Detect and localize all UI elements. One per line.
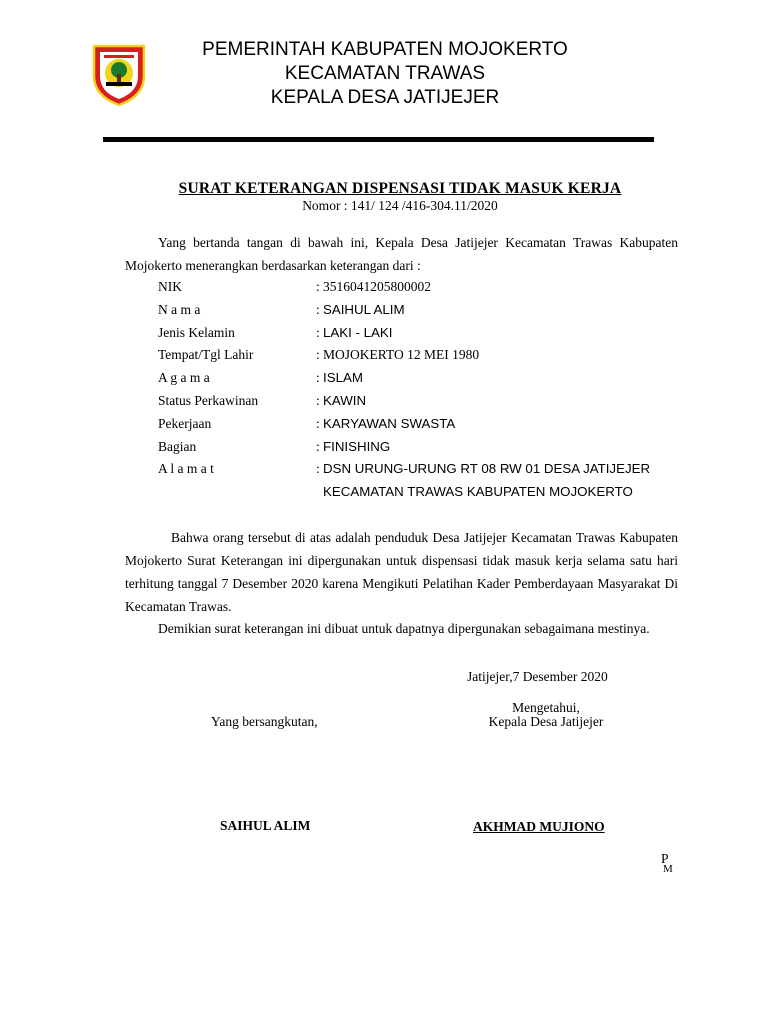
intro-paragraph: Yang bertanda tangan di bawah ini, Kepala Desa Jatijejer Kecamatan Trawas Kabupaten Mojokerto menerangkan berdasarkan keterangan dari : [125,235,678,273]
field-label: Status Perkawinan [158,392,259,408]
field-label: Pekerjaan [158,415,212,431]
field-value: KAWIN [323,392,367,408]
field-value: MOJOKERTO 12 MEI 1980 [323,347,480,363]
field-separator: : [316,461,320,477]
field-value: ISLAM [323,370,363,386]
field-value: KARYAWAN SWASTA [323,415,456,431]
letterhead-line-3: KEPALA DESA JATIJEJER [270,87,500,108]
letterhead [150,38,620,110]
letter-number: Nomor : 141/ 124 /416-304.11/2020 [302,198,498,213]
field-separator: : [316,438,320,454]
letter-title: SURAT KETERANGAN DISPENSASI TIDAK MASUK KERJA [178,180,622,197]
field-row-agama [158,367,688,390]
field-row-alamat [158,458,688,481]
field-row-bagian [158,436,688,459]
field-value: SAIHUL ALIM [323,301,405,317]
village-head-signer-name: AKHMAD MUJIONO [473,819,605,834]
edge-fragment-2: M [663,863,673,875]
field-separator: : [316,301,320,317]
edge-fragment-1: P [661,851,669,866]
mengetahui-label: Mengetahui, [512,700,580,715]
field-value: LAKI - LAKI [323,324,393,340]
field-value: DSN URUNG-URUNG RT 08 RW 01 DESA JATIJEJER [323,461,651,477]
field-label: A l a m a t [158,461,214,477]
field-separator: : [316,392,320,408]
field-row-nama [158,299,688,322]
field-label: N a m a [158,301,201,317]
field-row-tempat-tgl-lahir [158,344,688,367]
letterhead-rule [103,137,654,142]
field-row-nik [158,276,688,299]
address-continuation: KECAMATAN TRAWAS KABUPATEN MOJOKERTO [323,484,633,499]
field-row-pekerjaan [158,413,688,436]
field-separator: : [316,370,320,386]
applicant-label: Yang bersangkutan, [211,714,318,729]
letterhead-line-2: KECAMATAN TRAWAS [284,63,486,84]
field-label: A g a m a [158,370,210,386]
place-date: Jatijejer,7 Desember 2020 [467,669,608,684]
regency-emblem-icon [90,42,148,108]
identity-fields [158,276,688,499]
field-row-jenis-kelamin [158,322,688,345]
field-value: FINISHING [323,438,391,454]
village-head-title: Kepala Desa Jatijejer [488,714,604,729]
field-label: Jenis Kelamin [158,324,235,340]
field-label: NIK [158,279,182,294]
letterhead-line-1: PEMERINTAH KABUPATEN MOJOKERTO [202,39,568,60]
field-value: 3516041205800002 [323,279,431,294]
field-label: Tempat/Tgl Lahir [158,347,254,363]
body-paragraph-2: Demikian surat keterangan ini dibuat untuk dapatnya dipergunakan sebagaimana mestinya. [158,621,650,636]
field-row-status-perkawinan [158,390,688,413]
body-paragraph-1: Bahwa orang tersebut di atas adalah penduduk Desa Jatijejer Kecamatan Trawas Kabupaten Mojokerto Surat Keterangan ini dipergunakan untuk dispensasi tidak masuk kerja selama satu hari terhitung tanggal 7 Desember 2020 karena Mengikuti Pelatihan Kader Pemberdayaan Masyarakat Di Kecamatan Trawas. [125,530,678,614]
field-separator: : [316,324,320,340]
field-label: Bagian [158,438,197,454]
field-separator: : [316,279,320,294]
applicant-signer-name: SAIHUL ALIM [220,818,311,833]
field-separator: : [316,415,320,431]
field-separator: : [316,347,320,363]
